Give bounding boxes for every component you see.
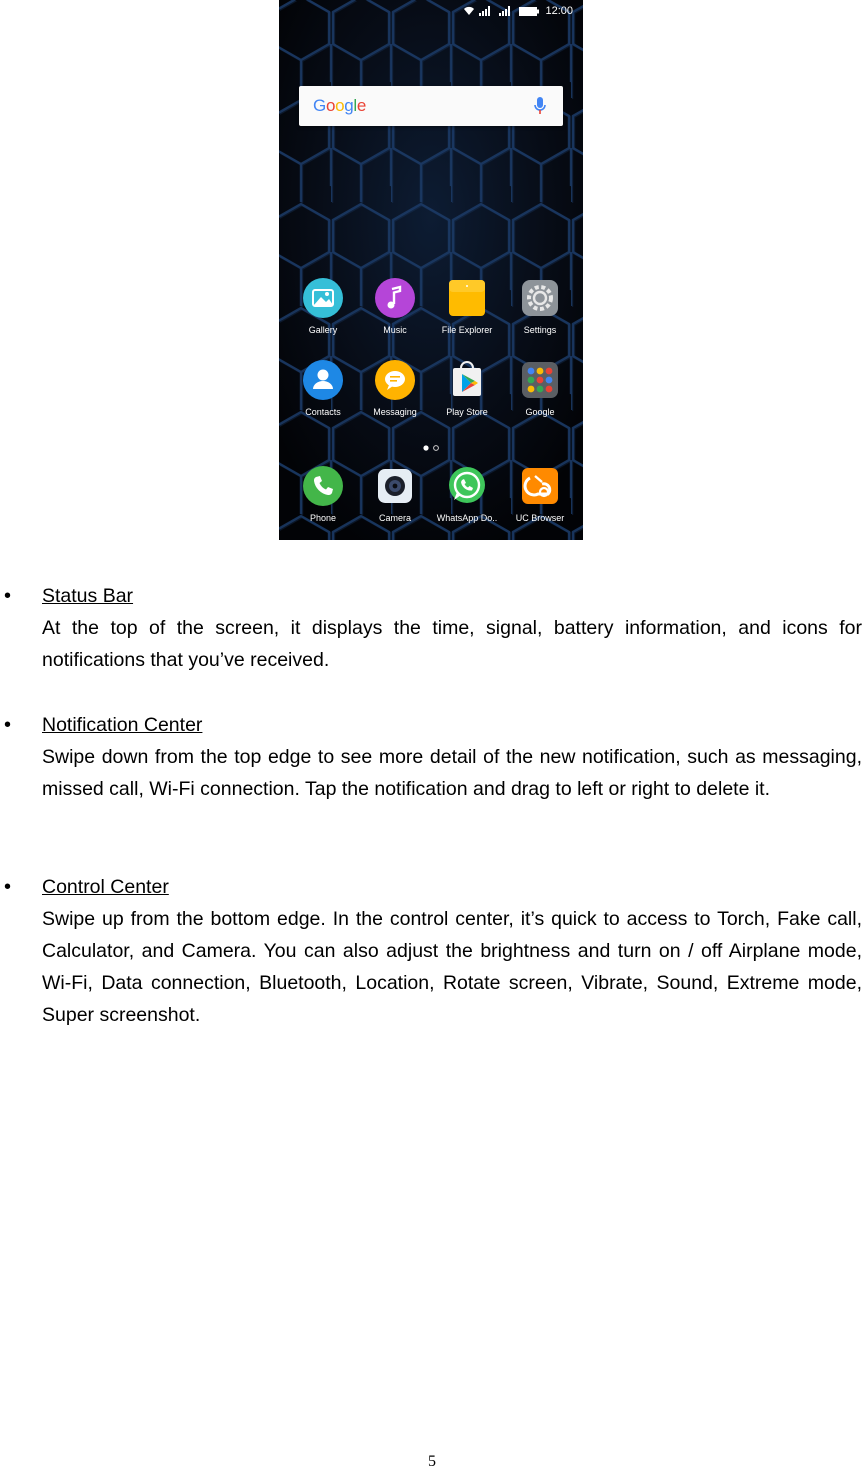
google-logo-letter: G: [313, 96, 326, 115]
google-logo-letter: o: [325, 96, 336, 115]
section-heading: Status Bar: [42, 585, 134, 607]
bullet: •: [4, 714, 12, 736]
app-settings[interactable]: [503, 278, 577, 348]
app-label: Camera: [378, 513, 411, 523]
settings-icon: [520, 278, 560, 318]
wifi-icon: [463, 6, 475, 16]
google-logo: [313, 96, 366, 116]
dock-uc-browser[interactable]: [503, 466, 577, 536]
whatsapp-icon: [447, 466, 487, 506]
messaging-icon: [375, 360, 415, 400]
dock-whatsapp[interactable]: [430, 466, 504, 536]
phone-screenshot: [279, 0, 583, 540]
app-google-folder[interactable]: [503, 360, 577, 430]
section-body: At the top of the screen, it displays the time, signal, battery information, and icons for notifications that you’ve received.: [42, 617, 862, 671]
dock-phone[interactable]: [286, 466, 360, 536]
file-explorer-icon: [447, 278, 487, 318]
uc-browser-icon: [520, 466, 560, 506]
contacts-icon: [303, 360, 343, 400]
google-logo-letter: o: [335, 96, 345, 115]
app-play-store[interactable]: [430, 360, 504, 430]
google-logo-letter: e: [356, 96, 367, 115]
page-indicator[interactable]: [422, 444, 442, 452]
app-contacts[interactable]: [286, 360, 360, 430]
battery-icon: [519, 7, 539, 16]
app-music[interactable]: [358, 278, 432, 348]
gallery-icon: [303, 278, 343, 318]
app-label: Settings: [523, 325, 557, 335]
section-heading: Control Center: [42, 876, 169, 898]
status-clock: 12:00: [545, 5, 573, 17]
status-bar: [279, 0, 583, 22]
app-label: Messaging: [373, 407, 417, 417]
phone-icon: [303, 466, 343, 506]
section-heading: Notification Center: [42, 714, 203, 736]
app-label: Google: [525, 407, 555, 417]
microphone-icon[interactable]: [533, 96, 547, 116]
section-body: Swipe up from the bottom edge. In the control center, it’s quick to access to Torch, Fake call, Calculator, and Camera. You can also adjust the brightness and turn on / off Airplane mode, Wi-Fi, Data connection, Bluetooth, Location, Rotate screen, Vibrate, Sound, Extreme mode, Super screenshot.: [42, 908, 862, 1026]
app-label: Music: [383, 325, 407, 335]
section-body: Swipe down from the top edge to see more detail of the new notification, such as messaging, missed call, Wi-Fi connection. Tap the notification and drag to left or right to delete it.: [42, 746, 862, 800]
app-label: File Explorer: [441, 325, 493, 335]
google-search-bar[interactable]: [299, 86, 563, 126]
app-label: WhatsApp Do..: [436, 513, 498, 523]
google-logo-letter: l: [353, 96, 357, 115]
app-label: UC Browser: [515, 513, 565, 523]
dock-camera[interactable]: [358, 466, 432, 536]
app-label: Play Store: [446, 407, 488, 417]
camera-icon: [375, 466, 415, 506]
play-store-icon: [447, 360, 487, 400]
signal-icon: [479, 6, 495, 16]
signal-icon: [499, 6, 515, 16]
app-file-explorer[interactable]: [430, 278, 504, 348]
bullet: •: [4, 876, 12, 898]
music-icon: [375, 278, 415, 318]
page-number: 5: [428, 1453, 436, 1470]
hexagon-wallpaper: [279, 0, 583, 540]
bullet: •: [4, 585, 12, 607]
google-folder-icon: [520, 360, 560, 400]
app-label: Gallery: [308, 325, 338, 335]
app-messaging[interactable]: [358, 360, 432, 430]
app-gallery[interactable]: [286, 278, 360, 348]
app-label: Contacts: [305, 407, 341, 417]
google-logo-letter: g: [344, 96, 354, 115]
app-label: Phone: [309, 513, 337, 523]
